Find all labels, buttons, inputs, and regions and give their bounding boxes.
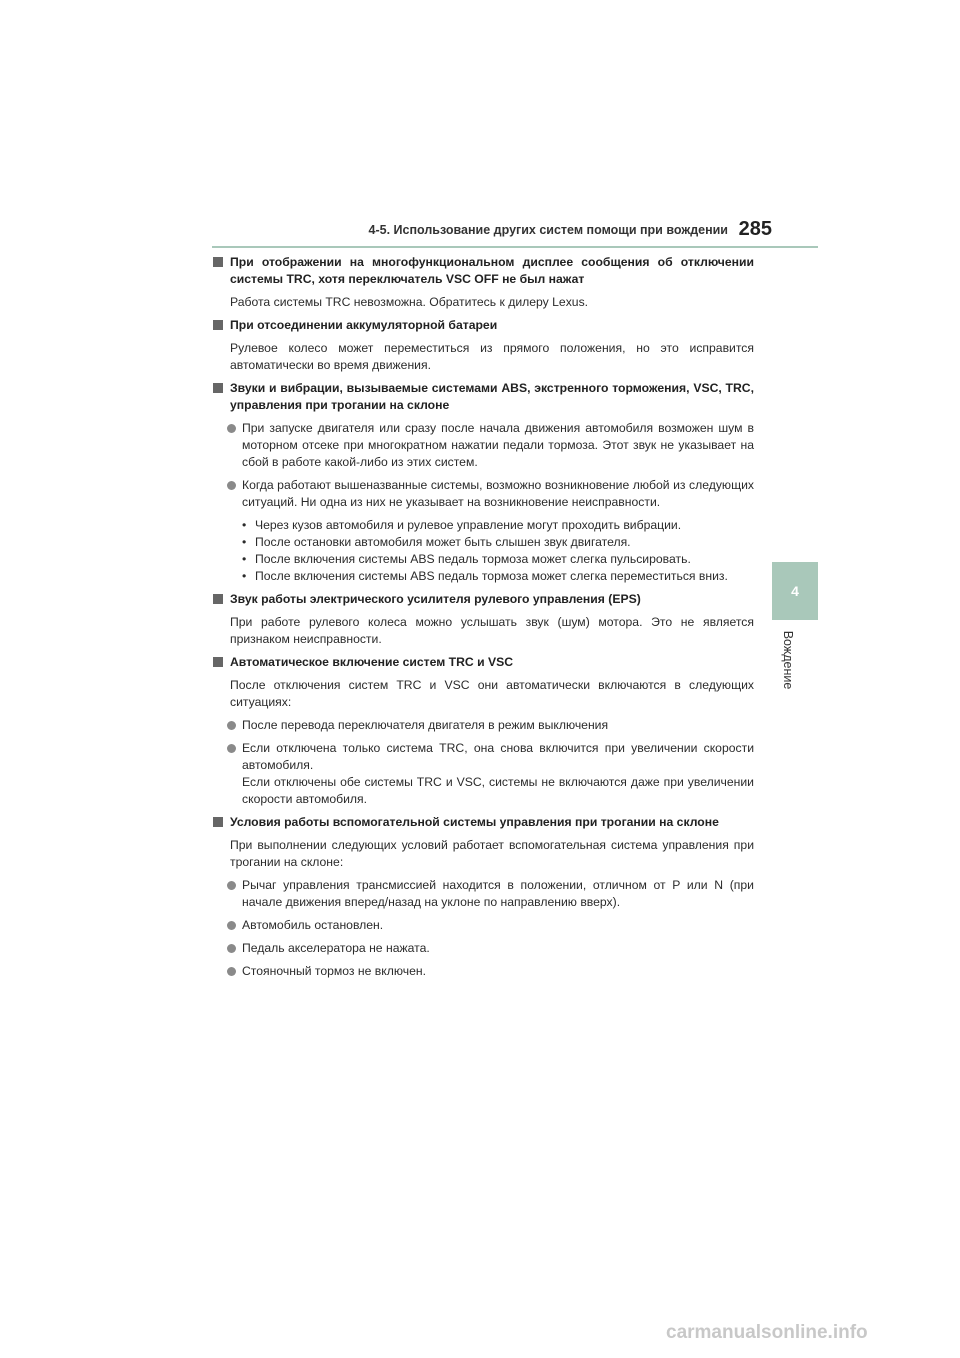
circle-bullet-icon [227, 481, 236, 490]
list-item: Когда работают вышеназванные системы, возможно возникновение любой из следующих ситуаций. Ни одна из них не указывает на возникновение неисправности. [212, 477, 754, 511]
chapter-tab[interactable]: 4 [772, 562, 818, 620]
list-item: При запуске двигателя или сразу после начала движения автомобиля возможен шум в моторном отсеке при многократном нажатии педали тормоза. Этот звук не указывает на сбой в работе какой-либо из этих систем. [212, 420, 754, 471]
list-item: Стояночный тормоз не включен. [212, 963, 754, 980]
section-heading: Условия работы вспомогательной системы управления при трогании на склоне [230, 815, 719, 829]
page-header [212, 212, 818, 248]
circle-bullet-icon [227, 944, 236, 953]
list-item: Если отключена только система TRC, она снова включится при увеличении скорости автомобиля. Если отключены обе системы TRC и VSC, системы не включаются даже при увеличении скорости автомобиля. [212, 740, 754, 808]
circle-bullet-icon [227, 744, 236, 753]
chapter-title: 4-5. Использование других систем помощи при вождении [368, 223, 728, 237]
circle-bullet-icon [227, 921, 236, 930]
section-heading: Автоматическое включение систем TRC и VSC [230, 655, 514, 669]
section-heading: Звуки и вибрации, вызываемые системами ABS, экстренного торможения, VSC, TRC, управления при трогании на склоне [230, 381, 754, 412]
section-eps-sound [212, 591, 754, 648]
list-item: Рычаг управления трансмиссией находится в положении, отличном от P или N (при начале движения вперед/назад на уклоне по направлению вверх). [212, 877, 754, 911]
list-item: Педаль акселератора не нажата. [212, 940, 754, 957]
section-battery-disconnect [212, 317, 754, 374]
section-heading: При отображении на многофункциональном дисплее сообщения об отключении системы TRC, хотя переключатель VSC OFF не был нажат [230, 255, 754, 286]
section-heading: Звук работы электрического усилителя рулевого управления (EPS) [230, 592, 641, 606]
section-paragraph: Работа системы TRC невозможна. Обратитесь к дилеру Lexus. [230, 295, 589, 309]
sub-list [212, 517, 754, 585]
page-content [212, 254, 754, 986]
section-paragraph: Рулевое колесо может переместиться из прямого положения, но это исправится автоматически во время движения. [230, 341, 754, 372]
square-bullet-icon [213, 657, 223, 667]
section-paragraph: При выполнении следующих условий работает вспомогательная система управления при трогании на склоне: [230, 838, 754, 869]
circle-bullet-icon [227, 424, 236, 433]
sub-list-item: • После включения системы ABS педаль тормоза может слегка пульсировать. [242, 551, 754, 568]
square-bullet-icon [213, 320, 223, 330]
section-auto-trc-vsc [212, 654, 754, 808]
list-item: После перевода переключателя двигателя в режим выключения [212, 717, 754, 734]
section-trc-message [212, 254, 754, 311]
sub-list-item: • Через кузов автомобиля и рулевое управление могут проходить вибрации. [242, 517, 754, 534]
square-bullet-icon [213, 383, 223, 393]
square-bullet-icon [213, 257, 223, 267]
section-heading: При отсоединении аккумуляторной батареи [230, 318, 498, 332]
sub-list-item: • После остановки автомобиля может быть слышен звук двигателя. [242, 534, 754, 551]
sub-list-item: • После включения системы ABS педаль тормоза может слегка переместиться вниз. [242, 568, 754, 585]
section-hill-start-assist [212, 814, 754, 980]
circle-bullet-icon [227, 967, 236, 976]
square-bullet-icon [213, 594, 223, 604]
section-sounds-vibrations [212, 380, 754, 585]
section-paragraph: При работе рулевого колеса можно услышать звук (шум) мотора. Это не является признаком неисправности. [230, 615, 754, 646]
square-bullet-icon [213, 817, 223, 827]
watermark: carmanualsonline.info [666, 1322, 868, 1343]
section-paragraph: После отключения систем TRC и VSC они автоматически включаются в следующих ситуациях: [230, 678, 754, 709]
circle-bullet-icon [227, 721, 236, 730]
chapter-tab-label: Вождение [781, 630, 795, 690]
list-item: Автомобиль остановлен. [212, 917, 754, 934]
circle-bullet-icon [227, 881, 236, 890]
page-number: 285 [738, 218, 772, 240]
